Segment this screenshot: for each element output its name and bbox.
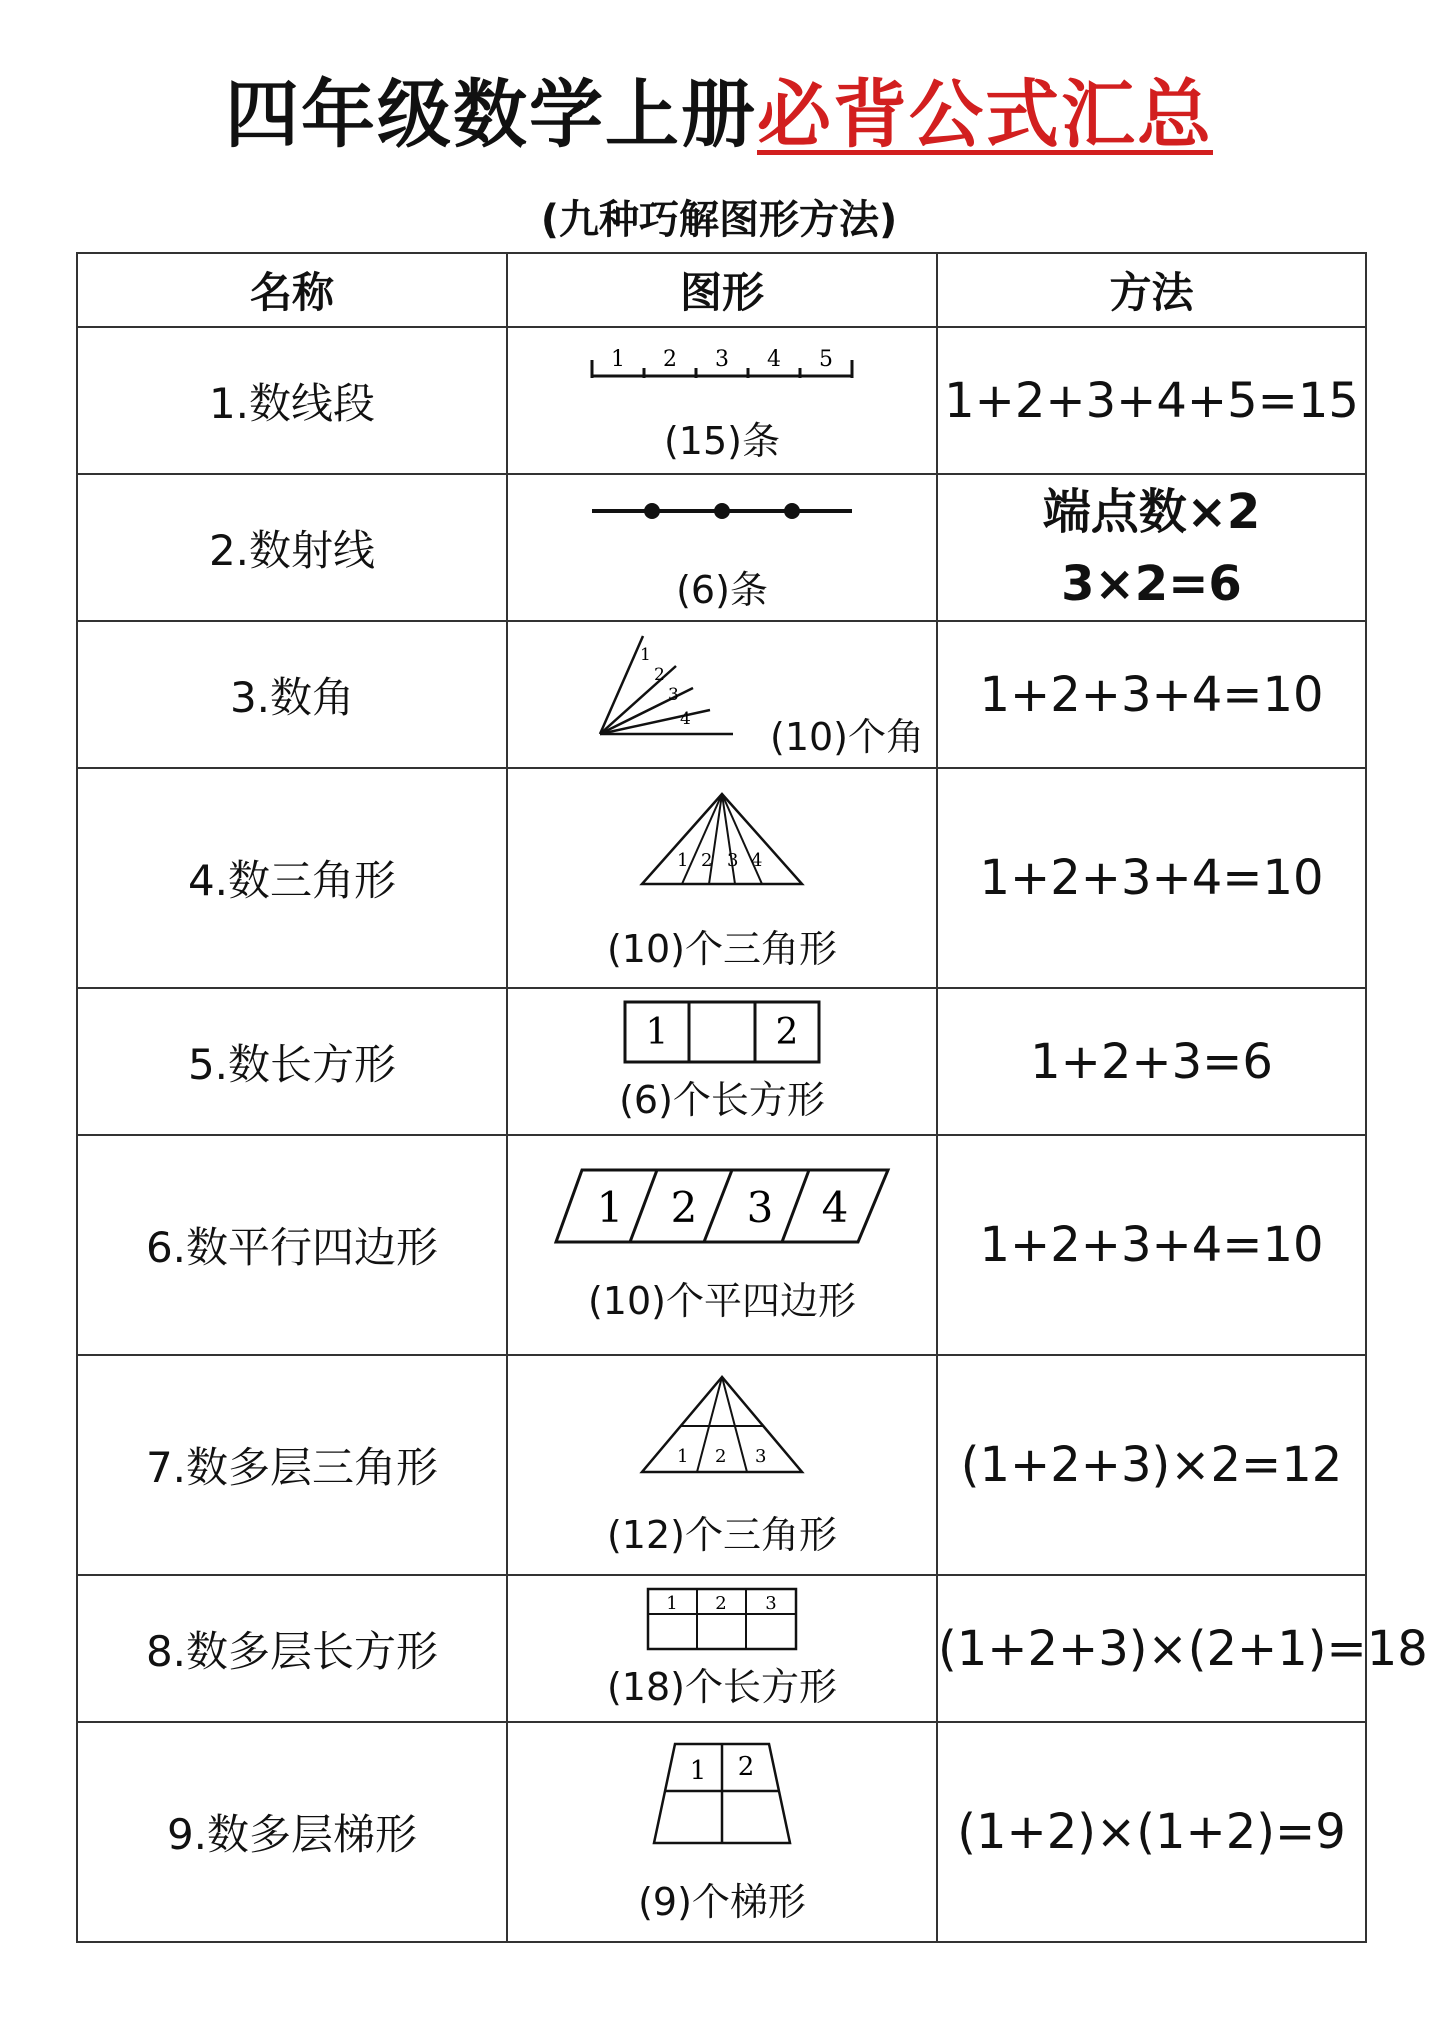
- parallelogram-label: 1: [596, 1182, 624, 1232]
- table-row: [77, 1135, 1366, 1355]
- row-figure: [507, 621, 937, 768]
- row-name: 2.数射线: [77, 474, 507, 621]
- method-line: 端点数×2: [1042, 483, 1261, 540]
- triangle-label: 4: [751, 849, 763, 871]
- table-header-row: [77, 253, 1366, 327]
- segment-figure: [572, 336, 872, 406]
- segment-label: 4: [767, 347, 781, 372]
- segment-label: 3: [715, 347, 729, 372]
- row-method: (1+2+3)×2=12: [937, 1355, 1366, 1575]
- table-row: [77, 621, 1366, 768]
- header-name: 名称: [77, 253, 507, 327]
- row-method: 1+2+3+4=10: [937, 768, 1366, 988]
- triangle-label: 1: [677, 849, 689, 871]
- figure-caption: (18)个长方形: [606, 1665, 837, 1709]
- row-method: (1+2+3)×(2+1)=18: [937, 1575, 1366, 1722]
- row-figure: [507, 768, 937, 988]
- angle-label: 1: [640, 645, 651, 665]
- layered-triangle-figure: [637, 1372, 807, 1482]
- header-figure: 图形: [507, 253, 937, 327]
- figure-caption: (6)个长方形: [619, 1078, 825, 1122]
- row-name: 1.数线段: [77, 327, 507, 474]
- triangle-label: 3: [727, 849, 739, 871]
- row-figure: [507, 327, 937, 474]
- row-figure: [507, 474, 937, 621]
- table-row: [77, 988, 1366, 1135]
- row-figure: [507, 1722, 937, 1942]
- row-method: (1+2)×(1+2)=9: [937, 1722, 1366, 1942]
- row-figure: [507, 1575, 937, 1722]
- parallelogram-label: 2: [670, 1182, 698, 1232]
- figure-caption: (12)个三角形: [606, 1512, 837, 1557]
- angle-figure: [588, 630, 738, 745]
- row-name: 4.数三角形: [77, 768, 507, 988]
- layered-rectangle-figure: [645, 1586, 799, 1652]
- rectangle-label: 2: [775, 1012, 799, 1053]
- table-row: [77, 474, 1366, 621]
- triangle-figure: [637, 784, 807, 894]
- table-row: [77, 1575, 1366, 1722]
- segment-label: 1: [611, 347, 625, 372]
- layered-trapezoid-figure: [650, 1739, 794, 1849]
- rectangle-label: 1: [666, 1593, 678, 1614]
- trapezoid-label: 1: [689, 1755, 707, 1786]
- parallelogram-label: 4: [821, 1182, 849, 1232]
- row-method: 1+2+3+4=10: [937, 621, 1366, 768]
- segment-label: 2: [663, 347, 677, 372]
- rectangle-figure: [622, 999, 822, 1065]
- table-row: [77, 1722, 1366, 1942]
- row-figure: [507, 1355, 937, 1575]
- triangle-label: 2: [701, 849, 713, 871]
- row-name: 8.数多层长方形: [77, 1575, 507, 1722]
- parallelogram-figure: [552, 1166, 892, 1246]
- trapezoid-label: 2: [737, 1751, 755, 1782]
- row-method: 1+2+3+4+5=15: [937, 327, 1366, 474]
- rectangle-label: 3: [765, 1593, 777, 1614]
- row-name: 9.数多层梯形: [77, 1722, 507, 1942]
- figure-caption: (9)个梯形: [638, 1879, 806, 1924]
- table-row: [77, 1355, 1366, 1575]
- parallelogram-label: 3: [746, 1182, 774, 1232]
- ray-figure: [572, 481, 872, 541]
- row-method: 1+2+3+4=10: [937, 1135, 1366, 1355]
- row-figure: [507, 1135, 937, 1355]
- segment-label: 5: [819, 347, 833, 372]
- triangle-label: 3: [755, 1445, 767, 1467]
- page-title: 四年级数学上册必背公式汇总: [225, 72, 1213, 158]
- title-highlight: 必背公式汇总: [757, 72, 1213, 158]
- table-row: [77, 327, 1366, 474]
- figure-caption: (10)个三角形: [606, 926, 837, 971]
- header-method: 方法: [937, 253, 1366, 327]
- triangle-label: 2: [715, 1445, 727, 1467]
- triangle-label: 1: [677, 1445, 689, 1467]
- figure-caption: (10)个角: [770, 715, 925, 759]
- row-name: 3.数角: [77, 621, 507, 768]
- formula-table: [76, 252, 1428, 1943]
- angle-label: 2: [654, 665, 665, 685]
- row-name: 6.数平行四边形: [77, 1135, 507, 1355]
- row-figure: [507, 988, 937, 1135]
- angle-label: 3: [668, 685, 679, 705]
- method-line: 3×2=6: [1061, 555, 1242, 612]
- rectangle-label: 1: [645, 1012, 669, 1053]
- figure-caption: (6)条: [676, 568, 768, 612]
- table-row: [77, 768, 1366, 988]
- figure-caption: (10)个平四边形: [587, 1278, 856, 1323]
- row-method: 1+2+3=6: [937, 988, 1366, 1135]
- figure-caption: (15)条: [663, 419, 780, 463]
- page-subtitle: (九种巧解图形方法): [540, 197, 898, 243]
- angle-label: 4: [680, 709, 691, 729]
- row-name: 7.数多层三角形: [77, 1355, 507, 1575]
- row-name: 5.数长方形: [77, 988, 507, 1135]
- rectangle-label: 2: [715, 1593, 727, 1614]
- row-method: [937, 474, 1366, 621]
